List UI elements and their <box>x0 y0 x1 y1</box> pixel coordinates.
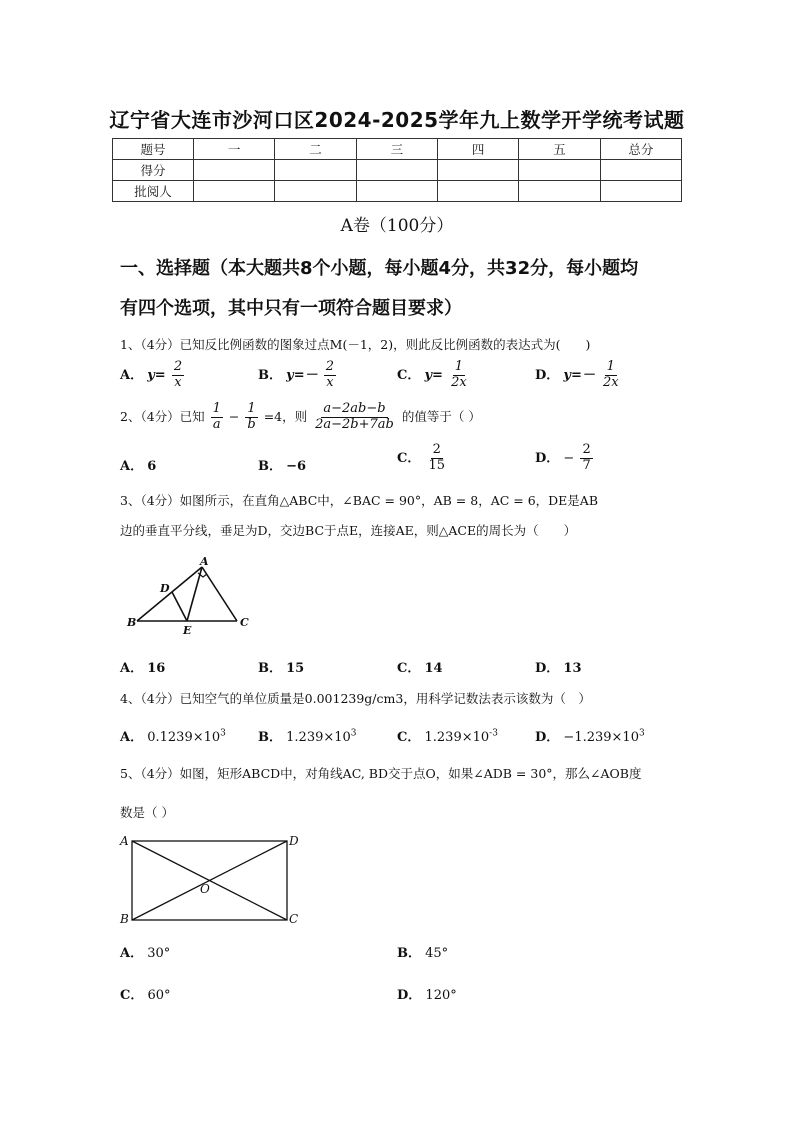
option-label: D． <box>535 367 560 383</box>
q2-option-d <box>535 443 595 474</box>
exam-title: 辽宁省大连市沙河口区2024-2025学年九上数学开学统考试题 <box>109 108 685 132</box>
denominator: 15 <box>428 457 446 473</box>
table-cell <box>194 181 275 202</box>
option-text: 60° <box>147 988 171 1003</box>
q2-option-b <box>258 455 306 474</box>
denominator: x <box>174 374 182 390</box>
option-prefix: y=－ <box>563 367 595 383</box>
numerator: 2 <box>325 359 335 374</box>
option-text: 120° <box>425 988 457 1003</box>
vertex-label-d: D <box>289 834 299 848</box>
table-cell <box>275 181 356 202</box>
question-3-line2: 边的垂直平分线，垂足为D，交边BC于点E，连接AE，则△ACE的周长为（ ） <box>120 523 577 538</box>
table-cell <box>437 160 518 181</box>
q5-option-b <box>397 942 448 961</box>
fraction <box>580 443 592 474</box>
q5-option-a <box>120 942 170 961</box>
q2-eq: =4，则 <box>263 408 308 424</box>
question-5-line1: 5、（4分）如图，矩形ABCD中，对角线AC, BD交于点O，如果∠ADB = 30°，那么∠AOB度 <box>120 766 642 781</box>
option-base: 0.1239×10 <box>147 730 221 745</box>
option-prefix: y=－ <box>286 367 318 383</box>
table-cell <box>356 160 437 181</box>
q5-option-c <box>120 984 171 1003</box>
fraction <box>211 402 223 433</box>
q4-option-c <box>397 726 498 745</box>
question-3-line1: 3、（4分）如图所示，在直角△ABC中，∠BAC = 90°，AB = 8，AC = 6，DE是AB <box>120 493 599 508</box>
option-exponent: 3 <box>350 728 357 739</box>
q2-option-c <box>397 443 449 474</box>
table-cell: 二 <box>275 139 356 160</box>
option-label: C． <box>120 988 144 1003</box>
option-label: D． <box>397 988 422 1003</box>
numerator: 2 <box>582 442 591 457</box>
section1-heading-line2: 有四个选项，其中只有一项符合题目要求） <box>120 298 462 319</box>
rectangle-figure <box>118 830 308 928</box>
denominator: x <box>326 374 334 390</box>
table-cell: 总分 <box>600 139 681 160</box>
option-label: B． <box>258 367 282 383</box>
option-base: 1.239×10 <box>286 730 351 745</box>
option-label: C． <box>397 730 421 745</box>
numerator: 2 <box>173 359 183 374</box>
fraction <box>172 360 184 391</box>
numerator: 1 <box>606 359 615 374</box>
question-5-line2: 数是（ ） <box>120 805 174 820</box>
option-label: C． <box>397 661 421 676</box>
section1-heading-line1: 一、选择题（本大题共8个小题，每小题4分，共32分，每小题均 <box>120 258 639 279</box>
fraction <box>449 360 469 391</box>
point-label-e: E <box>183 624 192 637</box>
table-cell <box>519 181 600 202</box>
denominator: 2x <box>603 374 619 390</box>
option-text: 13 <box>563 661 582 676</box>
denominator: b <box>247 416 256 432</box>
q2-minus: − <box>228 408 240 424</box>
q1-option-a <box>120 360 186 391</box>
denominator: 2x <box>451 374 467 390</box>
score-table-header-row <box>113 139 682 160</box>
table-cell <box>600 181 681 202</box>
fraction <box>245 402 257 433</box>
option-label: B． <box>258 730 282 745</box>
option-label: C． <box>397 367 421 383</box>
option-exponent: 3 <box>220 728 226 739</box>
q4-option-d <box>535 726 645 745</box>
question-4-text: 4、（4分）已知空气的单位质量是0.001239g/cm3，用科学记数法表示该数为（ ） <box>120 691 591 706</box>
table-cell <box>356 181 437 202</box>
option-prefix: y= <box>147 367 166 383</box>
option-label: D． <box>535 661 560 676</box>
option-label: A． <box>120 946 144 961</box>
vertex-label-a: A <box>120 834 129 848</box>
q1-option-b <box>258 360 338 391</box>
vertex-label-c: C <box>240 616 249 629</box>
option-label: B． <box>397 946 421 961</box>
fraction <box>427 443 448 474</box>
option-text: −6 <box>286 459 307 474</box>
table-cell: 五 <box>519 139 600 160</box>
table-cell <box>437 181 518 202</box>
q2-suffix: 的值等于（ ） <box>401 408 481 424</box>
table-cell <box>600 160 681 181</box>
q3-option-d <box>535 657 582 676</box>
vertex-label-c: C <box>289 912 299 926</box>
numerator: 2 <box>432 442 441 457</box>
table-cell: 批阅人 <box>113 181 194 202</box>
q1-option-d <box>535 360 623 391</box>
option-text: 16 <box>147 661 166 676</box>
center-label-o: O <box>200 882 210 896</box>
denominator: 2a−2b+7ab <box>315 416 394 432</box>
q3-option-c <box>397 657 443 676</box>
denominator: a <box>212 416 221 432</box>
numerator: 1 <box>212 401 221 416</box>
table-cell <box>194 160 275 181</box>
option-text: 15 <box>286 661 305 676</box>
vertex-label-a: A <box>200 555 209 568</box>
option-text: 6 <box>147 459 157 474</box>
option-prefix: y= <box>424 367 443 383</box>
numerator: a−2ab−b <box>323 401 386 416</box>
option-label: A． <box>120 367 144 383</box>
option-label: B． <box>258 459 282 474</box>
fraction <box>601 360 621 391</box>
q2-option-a <box>120 455 156 474</box>
option-label: A． <box>120 459 144 474</box>
table-cell <box>275 160 356 181</box>
option-label: D． <box>535 450 560 466</box>
table-cell: 三 <box>356 139 437 160</box>
q4-option-b <box>258 726 357 745</box>
q2-prefix: 2、（4分）已知 <box>120 408 205 424</box>
option-base: 1.239×10 <box>424 730 490 745</box>
table-cell: 一 <box>194 139 275 160</box>
q5-option-d <box>397 984 457 1003</box>
option-label: D． <box>535 730 560 745</box>
q1-option-c <box>397 360 471 391</box>
option-text: 14 <box>424 661 443 676</box>
fraction <box>313 402 396 433</box>
option-text: 45° <box>425 946 449 961</box>
triangle-figure <box>120 555 260 640</box>
numerator: 1 <box>247 401 256 416</box>
point-label-d: D <box>160 582 170 595</box>
option-base: −1.239×10 <box>563 730 639 745</box>
score-table-row <box>113 181 682 202</box>
score-table <box>112 138 682 202</box>
option-prefix: − <box>563 450 575 466</box>
score-table-row <box>113 160 682 181</box>
option-label: C． <box>397 450 421 466</box>
option-exponent: 3 <box>638 728 645 739</box>
denominator: 7 <box>582 457 591 473</box>
option-text: 30° <box>147 946 171 961</box>
vertex-label-b: B <box>120 912 129 926</box>
q4-option-a <box>120 726 226 745</box>
vertex-label-b: B <box>127 616 137 629</box>
numerator: 1 <box>454 359 464 374</box>
option-label: A． <box>120 661 144 676</box>
option-exponent: -3 <box>489 728 498 739</box>
fraction <box>324 360 336 391</box>
section-a-heading: A卷（100分） <box>340 216 454 236</box>
table-cell: 题号 <box>113 139 194 160</box>
option-label: A． <box>120 730 144 745</box>
table-cell <box>519 160 600 181</box>
q3-option-b <box>258 657 304 676</box>
option-label: B． <box>258 661 282 676</box>
question-2-text <box>120 402 481 433</box>
table-cell: 得分 <box>113 160 194 181</box>
table-cell: 四 <box>437 139 518 160</box>
q3-option-a <box>120 657 165 676</box>
question-1-text: 1、（4分）已知反比例函数的图象过点M(－1，2)，则此反比例函数的表达式为( ) <box>120 337 591 352</box>
